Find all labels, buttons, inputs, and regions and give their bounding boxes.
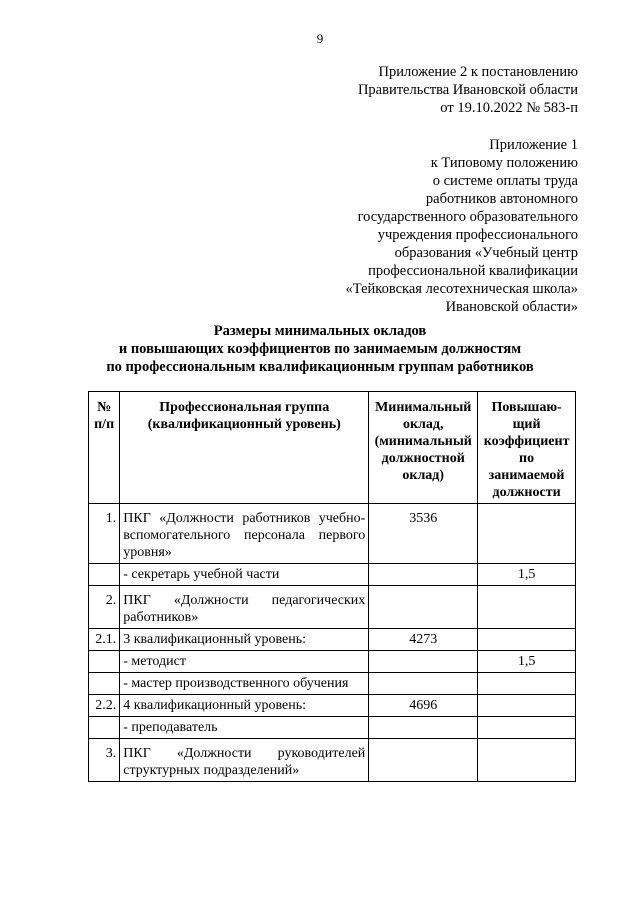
cell-num — [89, 564, 120, 586]
cell-num — [89, 717, 120, 739]
table-row — [89, 629, 576, 651]
cell-group: ПКГ «Должности работников учебно-вспомогательного персонала первого уровня» — [120, 504, 369, 564]
appendix-sub-line: образования «Учебный центр — [394, 245, 578, 261]
cell-group: - методист — [120, 651, 369, 673]
cell-group: - преподаватель — [120, 717, 369, 739]
appendix-main-line: Приложение 2 к постановлению — [378, 64, 578, 80]
appendix-main-header — [358, 63, 578, 117]
page-number: 9 — [316, 31, 324, 46]
cell-num: 2.2. — [89, 695, 120, 717]
appendix-sub-line: к Типовому положению — [430, 155, 578, 171]
appendix-sub-line: Приложение 1 — [489, 137, 578, 153]
cell-coef — [478, 586, 576, 629]
appendix-sub-line: профессиональной квалификации — [368, 263, 578, 279]
cell-group: 4 квалификационный уровень: — [120, 695, 369, 717]
header-salary: Минимальный оклад, (минимальный должностной оклад) — [369, 392, 478, 504]
cell-salary — [369, 739, 478, 782]
cell-num: 2. — [89, 586, 120, 629]
cell-salary — [369, 717, 478, 739]
cell-coef — [478, 504, 576, 564]
header-num: № п/п — [89, 392, 120, 504]
table-row — [89, 717, 576, 739]
cell-coef — [478, 717, 576, 739]
appendix-main-line: Правительства Ивановской области — [357, 82, 578, 98]
appendix-sub-line: о системе оплаты труда — [432, 173, 578, 189]
cell-group: ПКГ «Должности педагогических работников» — [120, 586, 369, 629]
appendix-sub-line: работников автономного — [425, 191, 578, 207]
title-line: и повышающих коэффициентов по занимаемым должностям — [118, 341, 522, 357]
cell-num: 3. — [89, 739, 120, 782]
table-header-row — [89, 392, 576, 504]
document-title — [0, 322, 640, 376]
cell-salary — [369, 586, 478, 629]
header-coef: Повышаю-щий коэффициент по занимаемой должности — [478, 392, 576, 504]
cell-salary — [369, 651, 478, 673]
cell-group: - мастер производственного обучения — [120, 673, 369, 695]
appendix-sub-line: государственного образовательного — [357, 209, 578, 225]
table-row — [89, 504, 576, 564]
cell-group: ПКГ «Должности руководителей структурных подразделений» — [120, 739, 369, 782]
cell-coef: 1,5 — [478, 651, 576, 673]
appendix-sub-line: «Тейковская лесотехническая школа» — [345, 281, 578, 297]
cell-coef — [478, 739, 576, 782]
cell-salary: 4696 — [369, 695, 478, 717]
appendix-main-line: от 19.10.2022 № 583-п — [440, 100, 578, 116]
cell-num — [89, 651, 120, 673]
table-row — [89, 564, 576, 586]
cell-num: 2.1. — [89, 629, 120, 651]
cell-coef — [478, 629, 576, 651]
appendix-sub-line: учреждения профессионального — [377, 227, 578, 243]
cell-coef: 1,5 — [478, 564, 576, 586]
table-row — [89, 651, 576, 673]
cell-salary — [369, 673, 478, 695]
header-group: Профессиональная группа (квалификационный уровень) — [120, 392, 369, 504]
cell-salary: 4273 — [369, 629, 478, 651]
cell-group: 3 квалификационный уровень: — [120, 629, 369, 651]
table-row — [89, 673, 576, 695]
cell-salary: 3536 — [369, 504, 478, 564]
cell-num — [89, 673, 120, 695]
table-row — [89, 586, 576, 629]
cell-coef — [478, 695, 576, 717]
cell-coef — [478, 673, 576, 695]
appendix-sub-header — [346, 136, 578, 316]
cell-salary — [369, 564, 478, 586]
cell-group: - секретарь учебной части — [120, 564, 369, 586]
salary-table — [88, 391, 576, 782]
title-line: Размеры минимальных окладов — [213, 323, 427, 339]
table-row — [89, 739, 576, 782]
table-row — [89, 695, 576, 717]
cell-num: 1. — [89, 504, 120, 564]
title-line: по профессиональным квалификационным группам работников — [106, 359, 534, 375]
appendix-sub-line: Ивановской области» — [445, 299, 578, 315]
